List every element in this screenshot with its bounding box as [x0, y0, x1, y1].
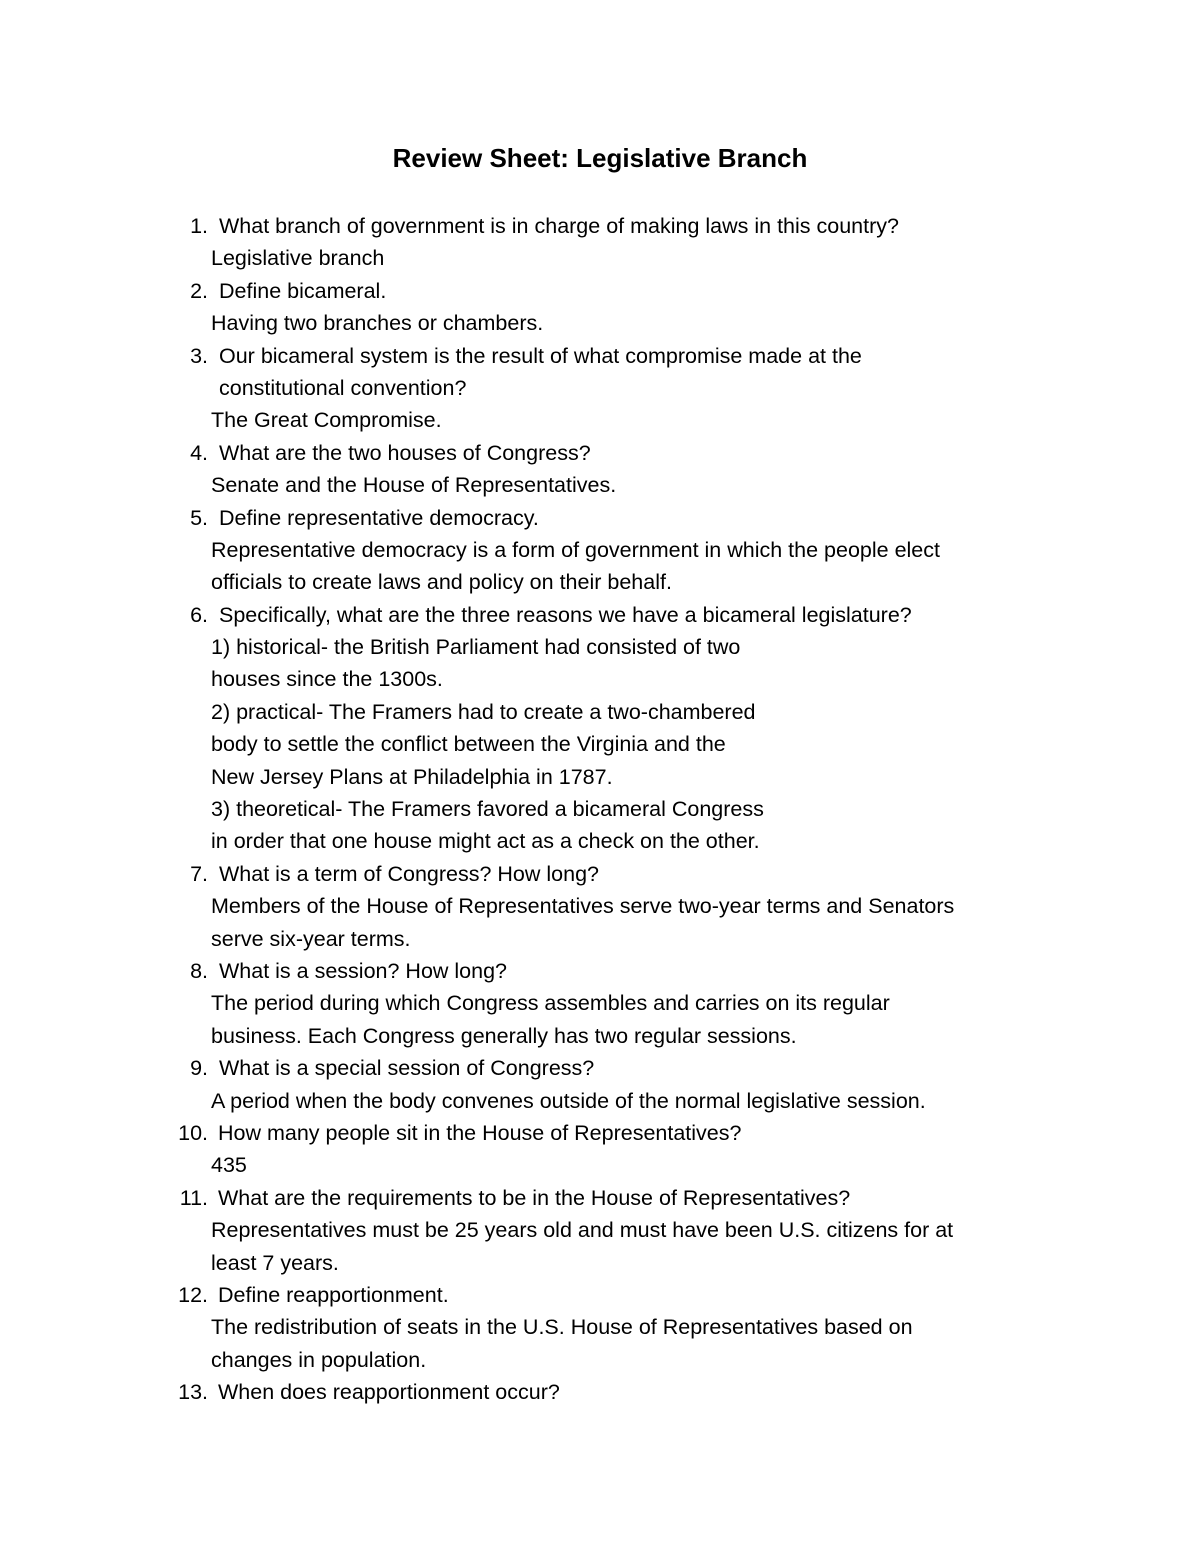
question-item	[0, 599, 1200, 858]
page-title: Review Sheet: Legislative Branch	[392, 143, 808, 173]
question-line	[0, 372, 1200, 404]
answer-line	[0, 890, 1200, 922]
question-item	[0, 1117, 1200, 1182]
answer-text: New Jersey Plans at Philadelphia in 1787.	[211, 764, 613, 789]
question-text: What are the requirements to be in the House of Representatives?	[218, 1185, 851, 1210]
answer-line	[0, 923, 1200, 955]
question-item	[0, 210, 1200, 275]
question-number: 8.	[190, 958, 208, 983]
question-item	[0, 1279, 1200, 1376]
answer-text: least 7 years.	[211, 1250, 339, 1275]
answer-line	[0, 1214, 1200, 1246]
question-line	[0, 210, 1200, 242]
question-item	[0, 1376, 1200, 1408]
answer-line	[0, 987, 1200, 1019]
question-line	[0, 340, 1200, 372]
answer-text: 1) historical- the British Parliament had consisted of two	[211, 635, 741, 660]
question-item	[0, 275, 1200, 340]
answer-text: 3) theoretical- The Framers favored a bicameral Congress	[211, 797, 764, 822]
answer-line	[0, 1344, 1200, 1376]
answer-text: officials to create laws and policy on their behalf.	[211, 570, 672, 595]
question-text: What is a session? How long?	[219, 958, 508, 983]
question-number: 4.	[190, 440, 208, 465]
answer-line	[0, 1020, 1200, 1052]
question-text: Define reapportionment.	[218, 1282, 449, 1307]
question-text: Specifically, what are the three reasons we have a bicameral legislature?	[219, 602, 912, 627]
answer-text: body to settle the conflict between the Virginia and the	[211, 732, 726, 757]
answer-text: houses since the 1300s.	[211, 667, 443, 692]
question-text: What branch of government is in charge of making laws in this country?	[219, 214, 899, 238]
question-line	[0, 1182, 1200, 1214]
question-item	[0, 1052, 1200, 1117]
question-line	[0, 599, 1200, 631]
question-line	[0, 502, 1200, 534]
question-text: What is a term of Congress? How long?	[219, 861, 599, 886]
question-text: When does reapportionment occur?	[218, 1380, 560, 1405]
question-line	[0, 1117, 1200, 1149]
question-text: Define representative democracy.	[219, 505, 539, 530]
question-text: What are the two houses of Congress?	[219, 440, 591, 465]
question-item	[0, 437, 1200, 502]
question-item	[0, 1182, 1200, 1279]
answer-line	[0, 1085, 1200, 1117]
question-line	[0, 275, 1200, 307]
question-text: Define bicameral.	[219, 278, 387, 303]
answer-line	[0, 566, 1200, 598]
question-line	[0, 437, 1200, 469]
question-item	[0, 955, 1200, 1052]
answer-line	[0, 307, 1200, 339]
question-number: 3.	[190, 343, 208, 368]
answer-line	[0, 793, 1200, 825]
question-number: 7.	[190, 861, 208, 886]
answer-text: 2) practical- The Framers had to create a two-chambered	[211, 699, 756, 724]
question-item	[0, 502, 1200, 599]
answer-text: in order that one house might act as a check on the other.	[211, 829, 760, 854]
answer-line	[0, 534, 1200, 566]
question-line	[0, 858, 1200, 890]
answer-text: Having two branches or chambers.	[211, 311, 544, 336]
question-number: 5.	[190, 505, 208, 530]
answer-line	[0, 631, 1200, 663]
question-line	[0, 1052, 1200, 1084]
answer-text: business. Each Congress generally has two regular sessions.	[211, 1023, 797, 1048]
answer-line	[0, 404, 1200, 436]
question-line	[0, 1279, 1200, 1311]
answer-line	[0, 825, 1200, 857]
answer-line	[0, 1311, 1200, 1343]
question-list	[0, 210, 1200, 1408]
answer-text: Representatives must be 25 years old and must have been U.S. citizens for at	[211, 1218, 954, 1243]
question-number: 9.	[190, 1056, 208, 1081]
question-number: 1.	[190, 214, 208, 238]
answer-text: Senate and the House of Representatives.	[211, 473, 617, 498]
question-number: 13.	[178, 1380, 208, 1405]
answer-text: serve six-year terms.	[211, 926, 411, 951]
answer-text: The period during which Congress assembles and carries on its regular	[211, 991, 890, 1016]
question-line	[0, 955, 1200, 987]
question-number: 2.	[190, 278, 208, 303]
question-item	[0, 858, 1200, 955]
question-text: What is a special session of Congress?	[219, 1056, 595, 1081]
answer-line	[0, 761, 1200, 793]
question-number: 12.	[178, 1282, 208, 1307]
question-text: Our bicameral system is the result of what compromise made at the	[219, 343, 862, 368]
answer-line	[0, 242, 1200, 274]
question-number: 6.	[190, 602, 208, 627]
answer-line	[0, 1149, 1200, 1181]
question-text: constitutional convention?	[219, 375, 467, 400]
answer-text: 435	[211, 1153, 247, 1178]
answer-text: The Great Compromise.	[211, 408, 442, 433]
answer-line	[0, 469, 1200, 501]
answer-text: Legislative branch	[211, 246, 385, 271]
answer-line	[0, 696, 1200, 728]
answer-line	[0, 728, 1200, 760]
answer-text: Members of the House of Representatives serve two-year terms and Senators	[211, 894, 955, 919]
answer-line	[0, 663, 1200, 695]
question-number: 10.	[178, 1120, 208, 1145]
answer-text: The redistribution of seats in the U.S. House of Representatives based on	[211, 1315, 913, 1340]
question-line	[0, 1376, 1200, 1408]
question-number: 11.	[179, 1185, 208, 1210]
question-item	[0, 340, 1200, 437]
question-text: How many people sit in the House of Representatives?	[218, 1120, 742, 1145]
answer-text: changes in population.	[211, 1347, 427, 1372]
answer-text: Representative democracy is a form of government in which the people elect	[211, 537, 940, 562]
answer-text: A period when the body convenes outside of the normal legislative session.	[211, 1088, 926, 1113]
answer-line	[0, 1247, 1200, 1279]
